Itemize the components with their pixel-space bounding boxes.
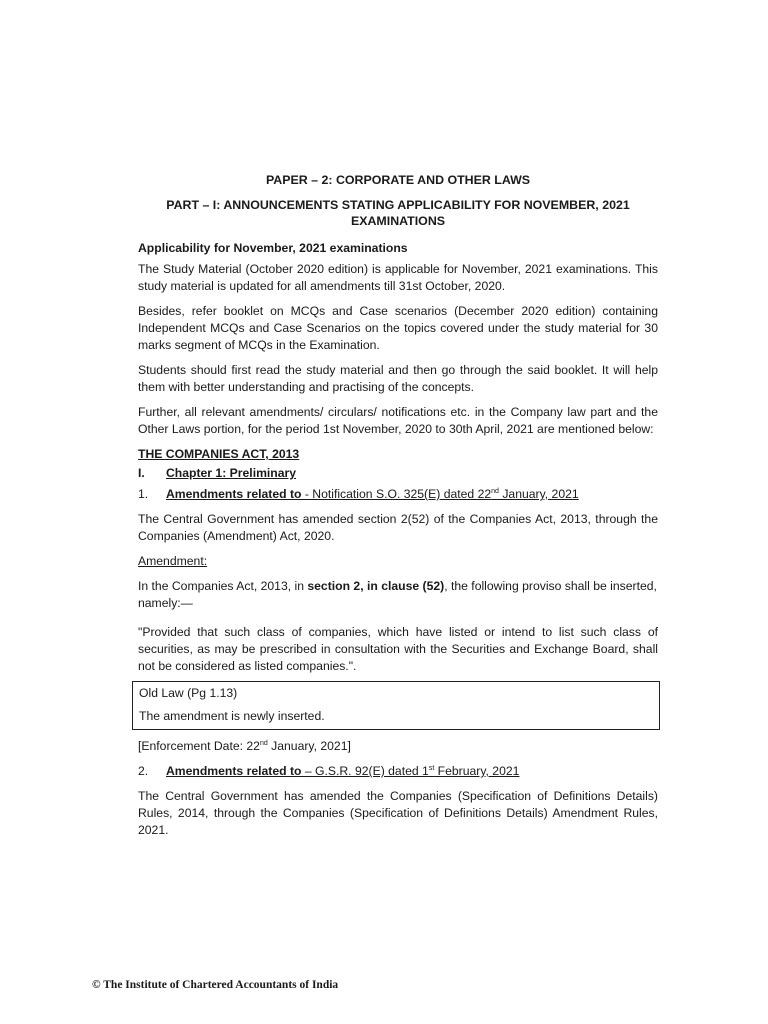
enforcement-text-end: January, 2021]: [267, 739, 351, 753]
item-2-paragraph: The Central Government has amended the Companies (Specification of Definitions Details) Rules, 2014, through the Companies (Specification of Definitions Details) Amendment Rules, 2021.: [138, 789, 658, 837]
item-1-number: 1.: [138, 487, 149, 501]
paragraph-amendments-period: Further, all relevant amendments/ circulars/ notifications etc. in the Company law part and the Other Laws portion, for the period 1st November, 2020 to 30th April, 2021 are mentioned below:: [138, 405, 658, 436]
old-law-box: [132, 681, 660, 730]
item-1-sup: nd: [491, 488, 499, 495]
item-1-text: - Notification S.O. 325(E) dated 22: [301, 487, 492, 501]
item-2-number: 2.: [138, 764, 149, 778]
enforcement-date: [138, 738, 658, 755]
paragraph-study-material: The Study Material (October 2020 edition) is applicable for November, 2021 examinations. This study material is updated for all amendments till 31st October, 2020.: [138, 262, 658, 293]
item-2-sup: st: [428, 765, 435, 772]
amendment-text: [138, 578, 658, 612]
footer-copyright: © The Institute of Chartered Accountants of India: [92, 979, 339, 991]
item-1-label: Amendments related to: [166, 487, 302, 501]
act-heading: THE COMPANIES ACT, 2013: [138, 447, 300, 461]
item-1-text-end: January, 2021: [498, 487, 579, 501]
chapter-heading: [138, 465, 658, 482]
paragraph-booklet: Besides, refer booklet on MCQs and Case scenarios (December 2020 edition) containing Independent MCQs and Case Scenarios on the topics covered under the study material for 30 marks segment of MCQs in the Examination.: [138, 304, 658, 352]
old-law-reference: Old Law (Pg 1.13): [139, 686, 238, 700]
amendment-label: Amendment:: [138, 554, 208, 568]
item-2-heading: [138, 763, 658, 780]
item-2-label: Amendments related to: [166, 764, 302, 778]
chapter-number: I.: [138, 466, 145, 480]
amendment-text-end: , the following proviso shall be inserted, namely:—: [138, 579, 657, 610]
old-law-note: The amendment is newly inserted.: [139, 709, 325, 723]
amendment-text-start: In the Companies Act, 2013, in: [138, 579, 308, 593]
paragraph-students: Students should first read the study material and then go through the said booklet. It will help them with better understanding and practising of the concepts.: [138, 363, 658, 394]
proviso-text: "Provided that such class of companies, which have listed or intend to list such class of securities, as may be prescribed in consultation with the Securities and Exchange Board, shall not be considered as listed companies.".: [138, 625, 658, 673]
item-1-paragraph: The Central Government has amended section 2(52) of the Companies Act, 2013, through the Companies (Amendment) Act, 2020.: [138, 512, 658, 543]
applicability-heading: Applicability for November, 2021 examinations: [138, 241, 408, 255]
item-2-text-end: February, 2021: [434, 764, 520, 778]
document-body: [138, 172, 658, 843]
part-title: PART – I: ANNOUNCEMENTS STATING APPLICABILITY FOR NOVEMBER, 2021 EXAMINATIONS: [166, 198, 630, 228]
item-1-heading: [138, 486, 658, 503]
enforcement-text: [Enforcement Date: 22: [138, 739, 260, 753]
amendment-section: section 2, in clause (52): [307, 579, 445, 593]
chapter-title: Chapter 1: Preliminary: [166, 466, 297, 480]
item-2-text: – G.S.R. 92(E) dated 1: [301, 764, 429, 778]
enforcement-sup: nd: [259, 740, 268, 747]
paper-title: PAPER – 2: CORPORATE AND OTHER LAWS: [265, 173, 531, 187]
